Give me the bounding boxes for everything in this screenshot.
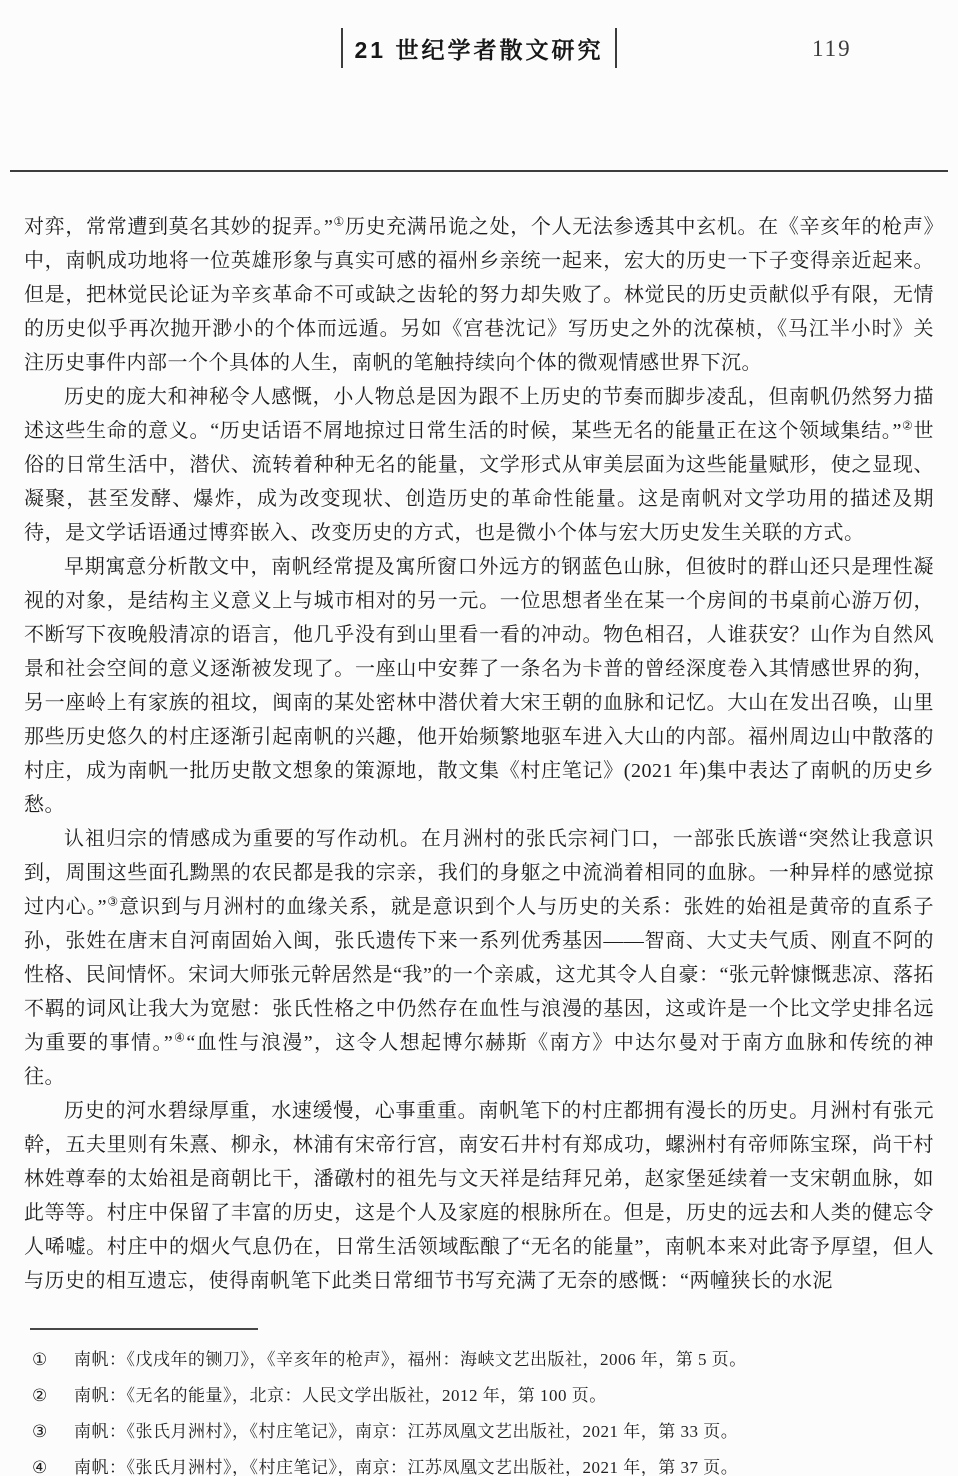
title-rule-right (615, 28, 617, 68)
footnote-marker: ③ (32, 1422, 48, 1441)
footnote-ref: ① (333, 214, 345, 229)
paragraph: 历史的庞大和神秘令人感慨，小人物总是因为跟不上历史的节奏而脚步凌乱，但南帆仍然努力描述这些生命的意义。“历史话语不屑地掠过日常生活的时候，某些无名的能量正在这个领域集结。”②世俗的日常生活中，潜伏、流转着种种无名的能量，文学形式从审美层面为这些能量赋形，使之显现、凝聚，甚至发酵、爆炸，成为改变现状、创造历史的革命性能量。这是南帆对文学功用的描述及期待，是文学话语通过博弈嵌入、改变历史的方式，也是微小个体与宏大历史发生关联的方式。 (24, 386, 934, 544)
page-number: 119 (812, 36, 852, 61)
footnote-divider (30, 1328, 258, 1330)
footnote-item (32, 1342, 918, 1378)
footnote-item (32, 1414, 918, 1450)
footnote-text: 南帆：《戊戌年的铡刀》，《辛亥年的枪声》，福州：海峡文艺出版社，2006 年，第 5 页。 (74, 1350, 747, 1369)
footnote-ref: ② (901, 418, 914, 433)
footnote-text: 南帆：《张氏月洲村》，《村庄笔记》，南京：江苏凤凰文艺出版社，2021 年，第 33 页。 (74, 1422, 739, 1441)
footnote-marker: ④ (32, 1458, 48, 1476)
footnote-item (32, 1450, 918, 1476)
footnotes (0, 1342, 958, 1476)
paragraph: 历史的河水碧绿厚重，水速缓慢，心事重重。南帆笔下的村庄都拥有漫长的历史。月洲村有张元幹，五夫里则有朱熹、柳永，林浦有宋帝行宫，南安石井村有郑成功，螺洲村有帝师陈宝琛，尚干村林姓尊奉的太始祖是商朝比干，潘礅村的祖先与文天祥是结拜兄弟，赵家堡延续着一支宋朝血脉，如此等等。村庄中保留了丰富的历史，这是个人及家庭的根脉所在。但是，历史的远去和人类的健忘令人唏嘘。村庄中的烟火气息仍在，日常生活领域酝酿了“无名的能量”，南帆本来对此寄予厚望，但人与历史的相互遗忘，使得南帆笔下此类日常细节书写充满了无奈的感慨：“两幢狭长的水泥 (24, 1100, 934, 1292)
page-header (0, 0, 958, 172)
footnote-ref: ④ (173, 1030, 187, 1045)
footnote-item (32, 1378, 918, 1414)
paragraph: 认祖归宗的情感成为重要的写作动机。在月洲村的张氏宗祠门口，一部张氏族谱“突然让我意识到，周围这些面孔黝黑的农民都是我的宗亲，我们的身躯之中流淌着相同的血脉。一种异样的感觉掠过内心。”③意识到与月洲村的血缘关系，就是意识到个人与历史的关系：张姓的始祖是黄帝的直系子孙，张姓在唐末自河南固始入闽，张氏遗传下来一系列优秀基因——智商、大丈夫气质、刚直不阿的性格、民间情怀。宋词大师张元幹居然是“我”的一个亲戚，这尤其令人自豪：“张元幹慷慨悲凉、落拓不羁的词风让我大为宽慰：张氏性格之中仍然存在血性与浪漫的基因，这或许是一个比文学史排名远为重要的事情。”④“血性与浪漫”，这令人想起博尔赫斯《南方》中达尔曼对于南方血脉和传统的神往。 (24, 828, 934, 1088)
footnote-marker: ② (32, 1386, 48, 1405)
journal-title: 21 世纪学者散文研究 (354, 36, 604, 63)
article-body (0, 172, 958, 1298)
paragraph: 早期寓意分析散文中，南帆经常提及寓所窗口外远方的钢蓝色山脉，但彼时的群山还只是理性凝视的对象，是结构主义意义上与城市相对的另一元。一位思想者坐在某一个房间的书桌前心游万仞，不断写下夜晚般清凉的语言，他几乎没有到山里看一看的冲动。物色相召，人谁获安？山作为自然风景和社会空间的意义逐渐被发现了。一座山中安葬了一条名为卡普的曾经深度卷入其情感世界的狗，另一座岭上有家族的祖坟，闽南的某处密林中潜伏着大宋王朝的血脉和记忆。大山在发出召唤，山里那些历史悠久的村庄逐渐引起南帆的兴趣，他开始频繁地驱车进入大山的内部。福州周边山中散落的村庄，成为南帆一批历史散文想象的策源地，散文集《村庄笔记》(2021 年)集中表达了南帆的历史乡愁。 (24, 556, 934, 816)
footnote-ref: ③ (107, 894, 120, 909)
paragraph: 对弈，常常遭到莫名其妙的捉弄。”①历史充满吊诡之处，个人无法参透其中玄机。在《辛亥年的枪声》中，南帆成功地将一位英雄形象与真实可感的福州乡亲统一起来，宏大的历史一下子变得亲近起来。但是，把林觉民论证为辛亥革命不可或缺之齿轮的努力却失败了。林觉民的历史贡献似乎有限，无情的历史似乎再次抛开渺小的个体而远遁。另如《宫巷沈记》写历史之外的沈葆桢，《马江半小时》关注历史事件内部一个个具体的人生，南帆的笔触持续向个体的微观情感世界下沉。 (24, 214, 934, 374)
footnote-text: 南帆：《无名的能量》，北京：人民文学出版社，2012 年，第 100 页。 (74, 1386, 607, 1405)
header-divider (10, 170, 948, 172)
footnote-marker: ① (32, 1350, 48, 1369)
footnote-text: 南帆：《张氏月洲村》，《村庄笔记》，南京：江苏凤凰文艺出版社，2021 年，第 37 页。 (74, 1458, 739, 1476)
title-rule-left (341, 28, 343, 68)
